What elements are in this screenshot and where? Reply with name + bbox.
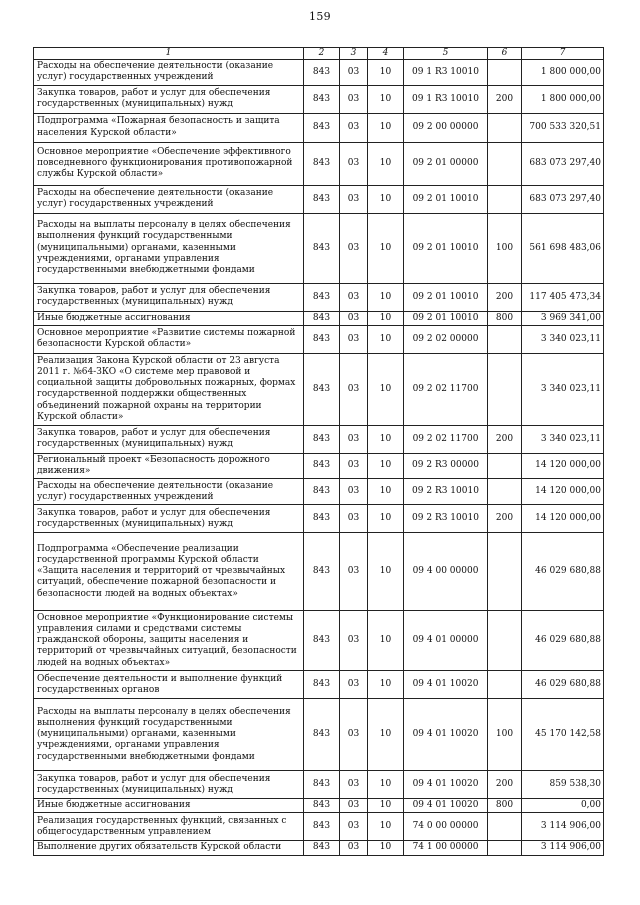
target-article-code: 09 4 01 10020: [404, 799, 488, 813]
expense-type-code: [488, 611, 522, 671]
expense-name: Обеспечение деятельности и выполнение функций государственных органов: [34, 671, 304, 699]
expense-type-code: [488, 185, 522, 213]
amount: 3 969 341,00: [522, 311, 604, 325]
column-header: 5: [404, 48, 488, 60]
expense-name: Региональный проект «Безопасность дорожного движения»: [34, 453, 304, 478]
amount: 14 120 000,00: [522, 505, 604, 533]
subsection-code: 10: [368, 213, 404, 283]
section-code: 03: [340, 142, 368, 185]
section-code: 03: [340, 771, 368, 799]
expense-type-code: 200: [488, 283, 522, 311]
section-code: 03: [340, 283, 368, 311]
subsection-code: 10: [368, 60, 404, 85]
subsection-code: 10: [368, 479, 404, 505]
grbs-code: 843: [304, 113, 340, 142]
table-row: [34, 699, 604, 771]
grbs-code: 843: [304, 283, 340, 311]
section-code: 03: [340, 505, 368, 533]
section-code: 03: [340, 813, 368, 841]
table-row: [34, 611, 604, 671]
section-code: 03: [340, 671, 368, 699]
expense-type-code: [488, 841, 522, 855]
table-row: [34, 311, 604, 325]
amount: 46 029 680,88: [522, 533, 604, 611]
table-row: [34, 505, 604, 533]
expense-name: Реализация государственных функций, связанных с общегосударственным управлением: [34, 813, 304, 841]
subsection-code: 10: [368, 671, 404, 699]
table-row: [34, 479, 604, 505]
grbs-code: 843: [304, 325, 340, 353]
section-code: 03: [340, 85, 368, 113]
subsection-code: 10: [368, 505, 404, 533]
expense-name: Расходы на выплаты персоналу в целях обеспечения выполнения функций государственными (муниципальными) органами, казенными учреждениями, органами управления государственными внебюджетными фондами: [34, 699, 304, 771]
target-article-code: 09 2 02 11700: [404, 425, 488, 453]
target-article-code: 09 2 01 10010: [404, 283, 488, 311]
amount: 3 114 906,00: [522, 813, 604, 841]
target-article-code: 09 2 01 10010: [404, 311, 488, 325]
subsection-code: 10: [368, 283, 404, 311]
target-article-code: 09 4 01 10020: [404, 671, 488, 699]
section-code: 03: [340, 60, 368, 85]
amount: 561 698 483,06: [522, 213, 604, 283]
subsection-code: 10: [368, 425, 404, 453]
table-row: [34, 671, 604, 699]
column-header: 2: [304, 48, 340, 60]
grbs-code: 843: [304, 213, 340, 283]
grbs-code: 843: [304, 671, 340, 699]
expense-type-code: 800: [488, 311, 522, 325]
expense-name: Основное мероприятие «Развитие системы пожарной безопасности Курской области»: [34, 325, 304, 353]
section-code: 03: [340, 353, 368, 425]
grbs-code: 843: [304, 771, 340, 799]
target-article-code: 09 2 01 00000: [404, 142, 488, 185]
expense-name: Иные бюджетные ассигнования: [34, 311, 304, 325]
expense-type-code: 200: [488, 771, 522, 799]
expense-name: Основное мероприятие «Функционирование системы управления силами и средствами системы гражданской обороны, защиты населения и территорий от чрезвычайных ситуаций, безопасности людей на водных объектах»: [34, 611, 304, 671]
grbs-code: 843: [304, 479, 340, 505]
amount: 1 800 000,00: [522, 85, 604, 113]
column-header: 7: [522, 48, 604, 60]
table-header-row: [34, 48, 604, 60]
section-code: 03: [340, 841, 368, 855]
expense-name: Подпрограмма «Пожарная безопасность и защита населения Курской области»: [34, 113, 304, 142]
expense-name: Расходы на обеспечение деятельности (оказание услуг) государственных учреждений: [34, 60, 304, 85]
column-header: 6: [488, 48, 522, 60]
expense-name: Подпрограмма «Обеспечение реализации государственной программы Курской области «Защита населения и территорий от чрезвычайных ситуаций, обеспечение пожарной безопасности и безопасности людей на водных объектах»: [34, 533, 304, 611]
expense-type-code: [488, 533, 522, 611]
table-row: [34, 533, 604, 611]
amount: 45 170 142,58: [522, 699, 604, 771]
section-code: 03: [340, 799, 368, 813]
expense-name: Основное мероприятие «Обеспечение эффективного повседневного функционирования противопожарной службы Курской области»: [34, 142, 304, 185]
column-header: 4: [368, 48, 404, 60]
amount: 683 073 297,40: [522, 185, 604, 213]
subsection-code: 10: [368, 533, 404, 611]
amount: 14 120 000,00: [522, 453, 604, 478]
section-code: 03: [340, 325, 368, 353]
table-row: [34, 841, 604, 855]
expense-name: Расходы на выплаты персоналу в целях обеспечения выполнения функций государственными (муниципальными) органами, казенными учреждениями, органами управления государственными внебюджетными фондами: [34, 213, 304, 283]
grbs-code: 843: [304, 142, 340, 185]
target-article-code: 09 1 R3 10010: [404, 60, 488, 85]
grbs-code: 843: [304, 505, 340, 533]
grbs-code: 843: [304, 311, 340, 325]
section-code: 03: [340, 213, 368, 283]
expense-type-code: 200: [488, 85, 522, 113]
expense-name: Закупка товаров, работ и услуг для обеспечения государственных (муниципальных) нужд: [34, 505, 304, 533]
amount: 3 340 023,11: [522, 353, 604, 425]
expense-type-code: 200: [488, 425, 522, 453]
section-code: 03: [340, 453, 368, 478]
target-article-code: 09 4 00 00000: [404, 533, 488, 611]
table-row: [34, 771, 604, 799]
table-row: [34, 213, 604, 283]
subsection-code: 10: [368, 611, 404, 671]
target-article-code: 09 4 01 10020: [404, 699, 488, 771]
amount: 700 533 320,51: [522, 113, 604, 142]
amount: 3 340 023,11: [522, 425, 604, 453]
grbs-code: 843: [304, 85, 340, 113]
budget-table: [33, 47, 604, 856]
table-row: [34, 113, 604, 142]
grbs-code: 843: [304, 841, 340, 855]
page-number: 159: [309, 10, 331, 23]
table-row: [34, 813, 604, 841]
target-article-code: 09 4 01 10020: [404, 771, 488, 799]
expense-type-code: [488, 353, 522, 425]
table-row: [34, 425, 604, 453]
expense-type-code: 800: [488, 799, 522, 813]
table-row: [34, 283, 604, 311]
target-article-code: 09 4 01 00000: [404, 611, 488, 671]
section-code: 03: [340, 425, 368, 453]
amount: 683 073 297,40: [522, 142, 604, 185]
target-article-code: 09 2 02 11700: [404, 353, 488, 425]
grbs-code: 843: [304, 611, 340, 671]
expense-name: Закупка товаров, работ и услуг для обеспечения государственных (муниципальных) нужд: [34, 85, 304, 113]
target-article-code: 09 2 02 00000: [404, 325, 488, 353]
subsection-code: 10: [368, 799, 404, 813]
subsection-code: 10: [368, 453, 404, 478]
amount: 3 340 023,11: [522, 325, 604, 353]
amount: 3 114 906,00: [522, 841, 604, 855]
expense-name: Иные бюджетные ассигнования: [34, 799, 304, 813]
amount: 859 538,30: [522, 771, 604, 799]
target-article-code: 09 2 R3 10010: [404, 479, 488, 505]
table-row: [34, 85, 604, 113]
expense-type-code: [488, 479, 522, 505]
expense-type-code: [488, 453, 522, 478]
subsection-code: 10: [368, 185, 404, 213]
grbs-code: 843: [304, 60, 340, 85]
subsection-code: 10: [368, 841, 404, 855]
expense-type-code: [488, 60, 522, 85]
grbs-code: 843: [304, 353, 340, 425]
column-header: 1: [34, 48, 304, 60]
grbs-code: 843: [304, 425, 340, 453]
section-code: 03: [340, 611, 368, 671]
expense-type-code: [488, 142, 522, 185]
amount: 46 029 680,88: [522, 611, 604, 671]
section-code: 03: [340, 699, 368, 771]
amount: 0,00: [522, 799, 604, 813]
table-row: [34, 60, 604, 85]
expense-type-code: [488, 671, 522, 699]
subsection-code: 10: [368, 353, 404, 425]
expense-type-code: 200: [488, 505, 522, 533]
target-article-code: 74 1 00 00000: [404, 841, 488, 855]
table-row: [34, 142, 604, 185]
expense-name: Выполнение других обязательств Курской области: [34, 841, 304, 855]
target-article-code: 09 2 00 00000: [404, 113, 488, 142]
expense-name: Расходы на обеспечение деятельности (оказание услуг) государственных учреждений: [34, 479, 304, 505]
target-article-code: 09 2 R3 10010: [404, 505, 488, 533]
amount: 1 800 000,00: [522, 60, 604, 85]
column-header: 3: [340, 48, 368, 60]
expense-type-code: [488, 113, 522, 142]
table-row: [34, 185, 604, 213]
table-row: [34, 353, 604, 425]
grbs-code: 843: [304, 699, 340, 771]
table-row: [34, 325, 604, 353]
expense-type-code: [488, 325, 522, 353]
amount: 46 029 680,88: [522, 671, 604, 699]
section-code: 03: [340, 113, 368, 142]
target-article-code: 09 2 01 10010: [404, 213, 488, 283]
target-article-code: 09 2 01 10010: [404, 185, 488, 213]
table-row: [34, 799, 604, 813]
section-code: 03: [340, 533, 368, 611]
expense-name: Закупка товаров, работ и услуг для обеспечения государственных (муниципальных) нужд: [34, 771, 304, 799]
expense-type-code: 100: [488, 699, 522, 771]
subsection-code: 10: [368, 311, 404, 325]
grbs-code: 843: [304, 453, 340, 478]
table-row: [34, 453, 604, 478]
subsection-code: 10: [368, 325, 404, 353]
grbs-code: 843: [304, 813, 340, 841]
section-code: 03: [340, 185, 368, 213]
target-article-code: 74 0 00 00000: [404, 813, 488, 841]
section-code: 03: [340, 311, 368, 325]
expense-type-code: [488, 813, 522, 841]
target-article-code: 09 2 R3 00000: [404, 453, 488, 478]
subsection-code: 10: [368, 699, 404, 771]
amount: 117 405 473,34: [522, 283, 604, 311]
expense-type-code: 100: [488, 213, 522, 283]
amount: 14 120 000,00: [522, 479, 604, 505]
subsection-code: 10: [368, 142, 404, 185]
expense-name: Реализация Закона Курской области от 23 августа 2011 г. №64-ЗКО «О системе мер правовой и социальной защиты добровольных пожарных, формах государственной поддержки общественных объединений пожарной охраны на территории Курской области»: [34, 353, 304, 425]
subsection-code: 10: [368, 771, 404, 799]
expense-name: Закупка товаров, работ и услуг для обеспечения государственных (муниципальных) нужд: [34, 283, 304, 311]
expense-name: Закупка товаров, работ и услуг для обеспечения государственных (муниципальных) нужд: [34, 425, 304, 453]
expense-name: Расходы на обеспечение деятельности (оказание услуг) государственных учреждений: [34, 185, 304, 213]
grbs-code: 843: [304, 533, 340, 611]
subsection-code: 10: [368, 85, 404, 113]
target-article-code: 09 1 R3 10010: [404, 85, 488, 113]
subsection-code: 10: [368, 113, 404, 142]
grbs-code: 843: [304, 185, 340, 213]
section-code: 03: [340, 479, 368, 505]
subsection-code: 10: [368, 813, 404, 841]
grbs-code: 843: [304, 799, 340, 813]
